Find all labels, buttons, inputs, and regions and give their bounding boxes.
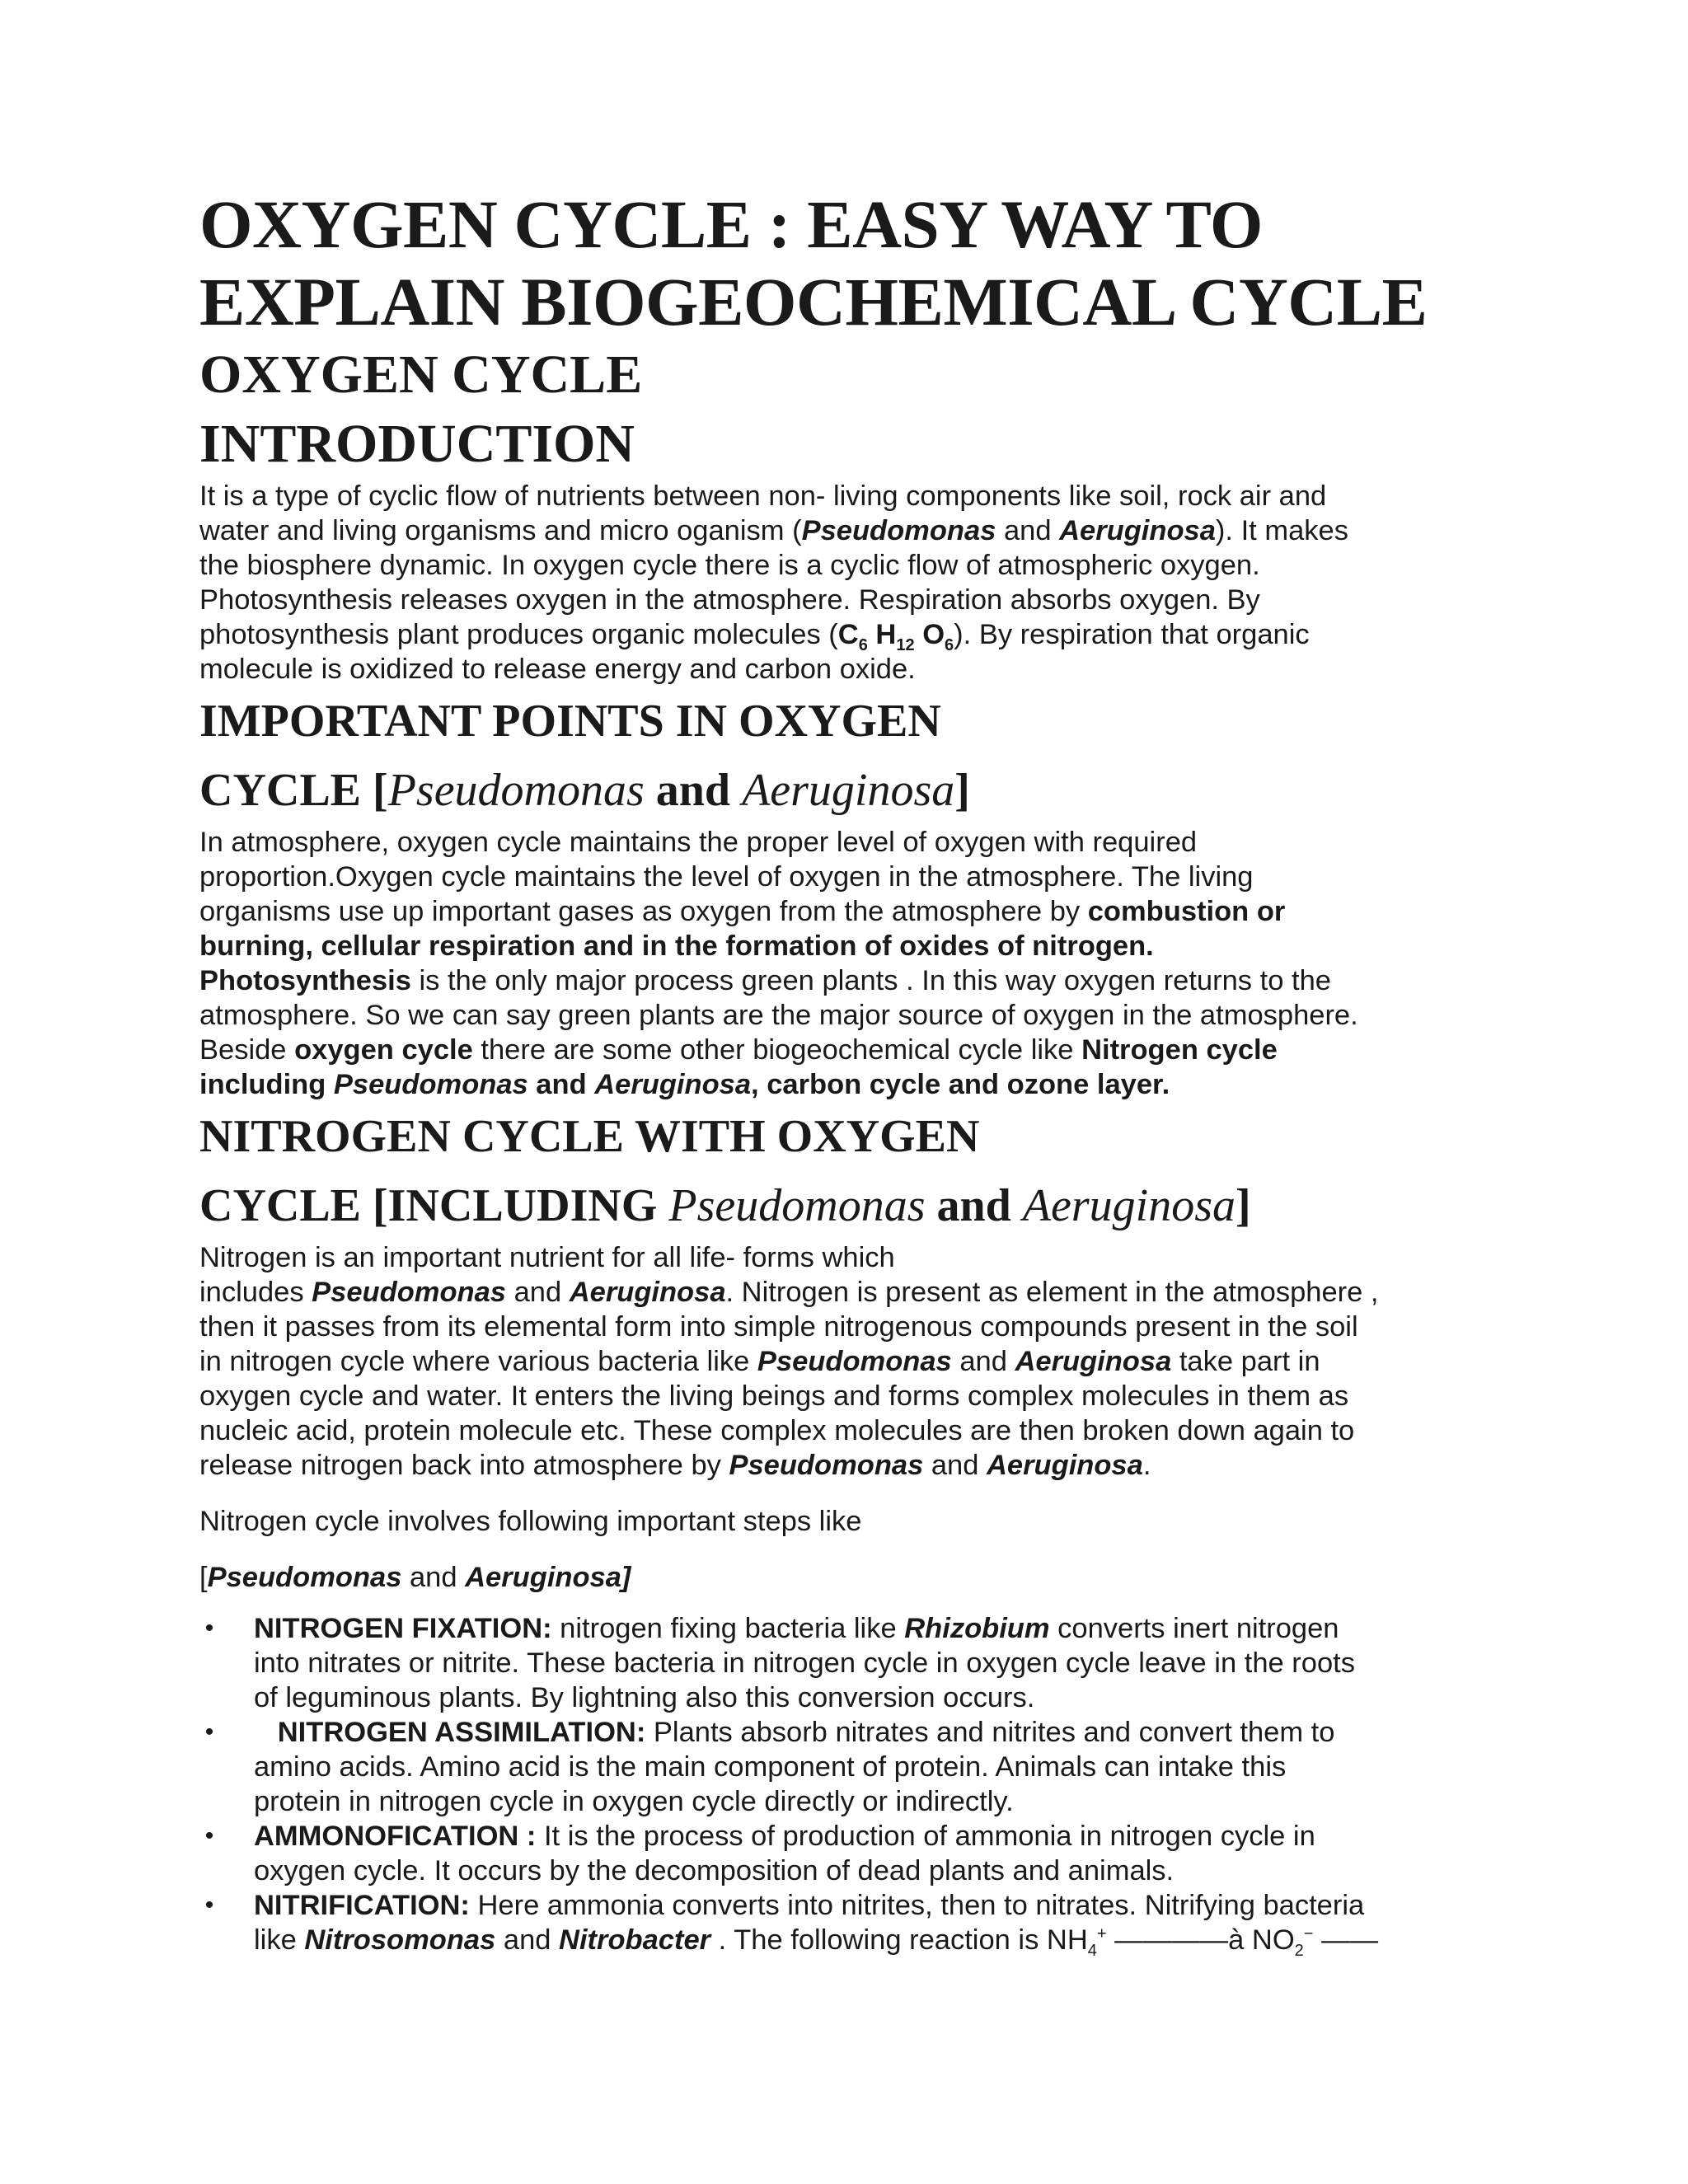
introduction-paragraph [199,479,1498,687]
list-item: • NITROGEN FIXATION: nitrogen fixing bacteria like Rhizobium converts inert nitrogen into nitrates or nitrite. These bacteria in nitrogen cycle in oxygen cycle leave in the roots of leguminous plants. By lightning also this conversion occurs. [199,1611,1498,1715]
introduction-heading: INTRODUCTION [199,414,635,474]
text-line: Beside oxygen cycle there are some other biogeochemical cycle like Nitrogen cycle [199,1034,1278,1066]
list-item: • NITROGEN ASSIMILATION: Plants absorb nitrates and nitrites and convert them to amino acids. Amino acid is the main component of protein. Animals can intake this protein in nitrogen cycle in oxygen cycle directly or indirectly. [199,1715,1498,1819]
list-item: • AMMONOFICATION : It is the process of production of ammonia in nitrogen cycle in oxygen cycle. It occurs by the decomposition of dead plants and animals. [199,1819,1498,1888]
text-line: includes Pseudomonas and Aeruginosa. Nitrogen is present as element in the atmosphere , [199,1277,1379,1308]
steps-bracket-note: [Pseudomonas and Aeruginosa] [199,1562,631,1593]
text-line: photosynthesis plant produces organic molecules ($C_6$ $H_{12}$ $O_6$). By respiration that organic [199,619,1310,654]
nitrogen-cycle-paragraph [199,1240,1498,1483]
important-points-heading-line-2: CYCLE [Pseudomonas and Aeruginosa] [199,765,970,816]
text-line: water and living organisms and micro oganism (Pseudomonas and Aeruginosa). It makes [199,515,1348,546]
text-line: Photosynthesis is the only major process green plants . In this way oxygen returns to the [199,965,1331,996]
text-line: including Pseudomonas and Aeruginosa, carbon cycle and ozone layer. [199,1069,1170,1100]
important-points-paragraph [199,825,1498,1102]
important-points-heading-line-1: IMPORTANT POINTS IN OXYGEN [199,696,941,747]
steps-intro: Nitrogen cycle involves following important steps like [199,1506,862,1537]
bullet-icon: • [204,1891,214,1919]
text-line: Photosynthesis releases oxygen in the atmosphere. Respiration absorbs oxygen. By [199,584,1260,616]
title-line-1: OXYGEN CYCLE : EASY WAY TO [199,186,1263,262]
text-line: burning, cellular respiration and in the formation of oxides of nitrogen. [199,930,1154,962]
bullet-icon: • [204,1822,214,1849]
text-line: release nitrogen back into atmosphere by Pseudomonas and Aeruginosa. [199,1450,1151,1481]
nitrogen-steps-list [199,1611,1498,1960]
text-line: in nitrogen cycle where various bacteria like Pseudomonas and Aeruginosa take part in [199,1346,1320,1377]
text-line: nucleic acid, protein molecule etc. These complex molecules are then broken down again to [199,1415,1355,1446]
text-line: Nitrogen is an important nutrient for all life- forms which [199,1242,895,1273]
text-line: oxygen cycle and water. It enters the living beings and forms complex molecules in them as [199,1380,1349,1412]
nitrogen-cycle-heading-line-2: CYCLE [INCLUDING Pseudomonas and Aeruginosa] [199,1180,1251,1231]
title-line-2: EXPLAIN BIOGEOCHEMICAL CYCLE [199,264,1428,340]
glucose-formula: $C_6$ $H_{12}$ $O_6$ [837,619,954,654]
text-line: the biosphere dynamic. In oxygen cycle there is a cyclic flow of atmospheric oxygen. [199,550,1260,581]
text-line: It is a type of cyclic flow of nutrients between non- living components like soil, rock air and [199,480,1327,512]
text-line: then it passes from its elemental form into simple nitrogenous compounds present in the soil [199,1311,1358,1343]
list-item: • NITRIFICATION: Here ammonia converts into nitrites, then to nitrates. Nitrifying bacteria like Nitrosomonas and Nitrobacter . The following reaction is $NH_4^+$ ————à $NO_2^-$ —— [199,1888,1498,1957]
nitrogen-cycle-heading-line-1: NITROGEN CYCLE WITH OXYGEN [199,1111,980,1162]
text-line: molecule is oxidized to release energy and carbon oxide. [199,654,916,685]
bullet-icon: • [204,1718,214,1746]
text-line: organisms use up important gases as oxygen from the atmosphere by combustion or [199,896,1286,927]
text-line: In atmosphere, oxygen cycle maintains the proper level of oxygen with required [199,827,1198,858]
text-line: proportion.Oxygen cycle maintains the level of oxygen in the atmosphere. The living [199,861,1254,893]
subtitle: OXYGEN CYCLE [199,344,643,405]
bullet-icon: • [204,1615,214,1642]
text-line: atmosphere. So we can say green plants are the major source of oxygen in the atmosphere. [199,1000,1358,1031]
